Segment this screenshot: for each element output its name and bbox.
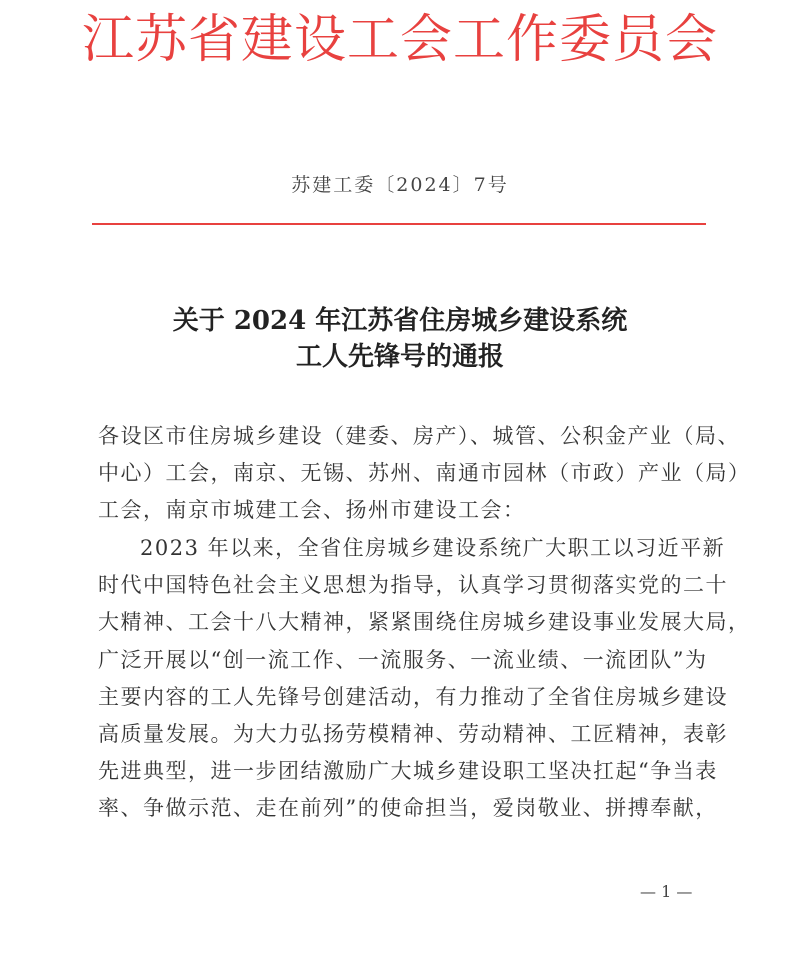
document-title-line-1: 关于 2024 年江苏省住房城乡建设系统 [172, 306, 628, 336]
document-title-line-2: 工人先锋号的通报 [295, 342, 504, 372]
body-line: 高质量发展。为大力弘扬劳模精神、劳动精神、工匠精神，表彰 [98, 722, 728, 747]
body-line: 先进典型，进一步团结激励广大城乡建设职工坚决扛起“争当表 [98, 759, 718, 784]
body-line: 大精神、工会十八大精神，紧紧围绕住房城乡建设事业发展大局， [98, 610, 751, 635]
body-paragraph [98, 530, 751, 828]
body-line: 时代中国特色社会主义思想为指导，认真学习贯彻落实党的二十 [98, 573, 728, 598]
page-number: — 1 — [640, 882, 693, 901]
document-number: 苏建工委〔2024〕7号 [291, 174, 509, 196]
addressee-block [98, 418, 751, 530]
issuing-organization-title: 江苏省建设工会工作委员会 [81, 10, 718, 70]
addressee-line: 中心）工会，南京、无锡、苏州、南通市园林（市政）产业（局） [98, 461, 751, 486]
body-line: 广泛开展以“创一流工作、一流服务、一流业绩、一流团队”为 [98, 647, 708, 672]
document-title [0, 303, 800, 375]
addressee-line: 工会，南京市城建工会、扬州市建设工会： [98, 498, 526, 523]
body-line: 率、争做示范、走在前列”的使命担当，爱岗敬业、拼搏奉献， [98, 796, 718, 821]
addressee-line: 各设区市住房城乡建设（建委、房产）、城管、公积金产业（局、 [98, 424, 740, 448]
body-line: 主要内容的工人先锋号创建活动，有力推动了全省住房城乡建设 [98, 684, 728, 709]
red-divider-rule [92, 223, 706, 225]
body-line: 2023 年以来，全省住房城乡建设系统广大职工以习近平新 [140, 536, 726, 560]
